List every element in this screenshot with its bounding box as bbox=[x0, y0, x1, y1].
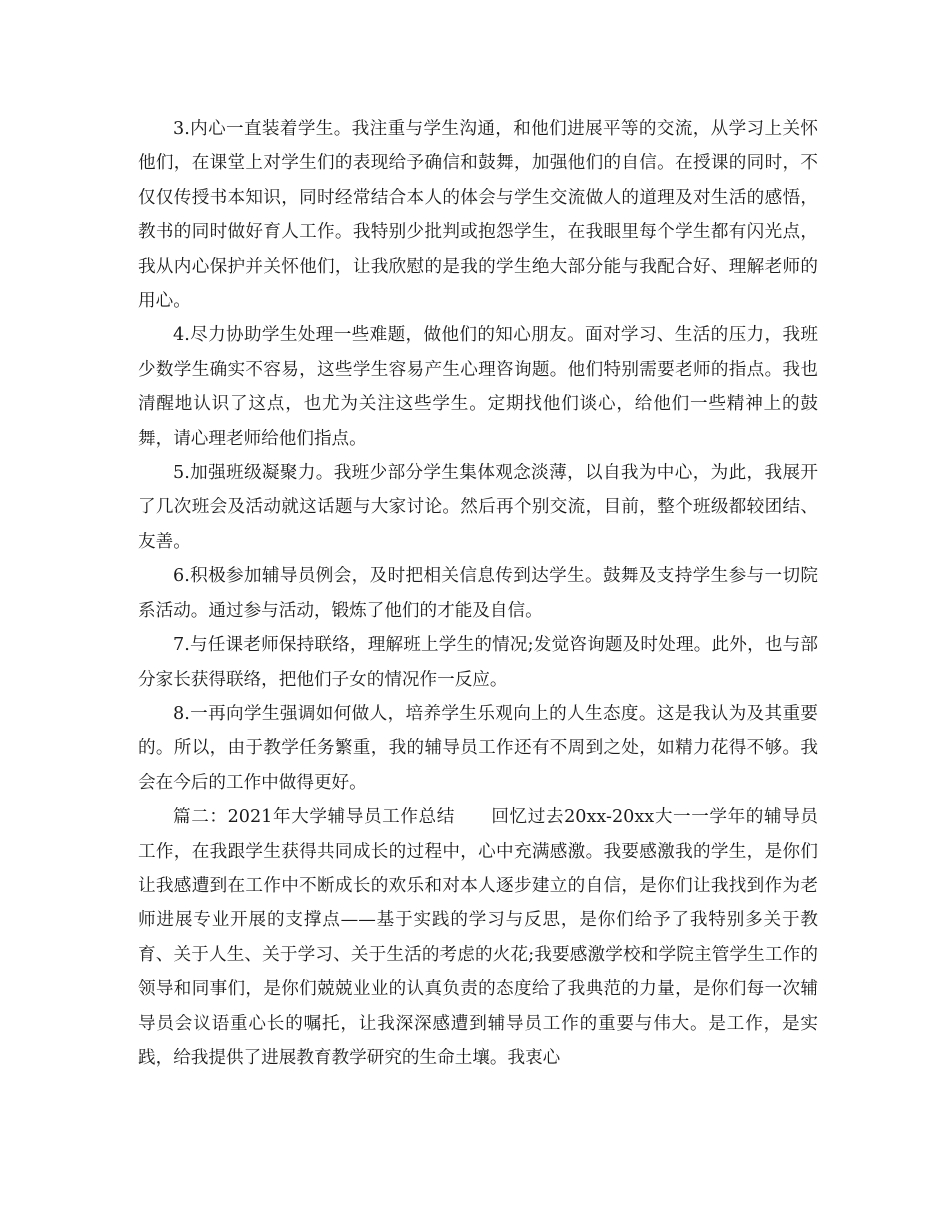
paragraph-item-6: 6.积极参加辅导员例会，及时把相关信息传到达学生。鼓舞及支持学生参与一切院系活动。通过参与活动，锻炼了他们的才能及自信。 bbox=[138, 566, 818, 621]
paragraph-item-5: 5.加强班级凝聚力。我班少部分学生集体观念淡薄，以自我为中心，为此，我展开了几次班会及活动就这话题与大家讨论。然后再个别交流，目前，整个班级都较团结、友善。 bbox=[138, 463, 818, 552]
paragraph-item-7: 7.与任课老师保持联络，理解班上学生的情况;发觉咨询题及时处理。此外，也与部分家长获得联络，把他们子女的情况作一反应。 bbox=[138, 635, 818, 690]
paragraph-part-two: 篇二：2021年大学辅导员工作总结 回忆过去20xx-20xx大一一学年的辅导员工作，在我跟学生获得共同成长的过程中，心中充满感激。我要感激我的学生，是你们让我感遭到在工作中不断成长的欢乐和对本人逐步建立的自信，是你们让我找到作为老师进展专业开展的支撑点——基于实践的学习与反思，是你们给予了我特别多关于教育、关于人生、关于学习、关于生活的考虑的火花;我要感激学校和学院主管学生工作的领导和同事们，是你们兢兢业业的认真负责的态度给了我典范的力量，是你们每一次辅导员会议语重心长的嘱托，让我深深感遭到辅导员工作的重要与伟大。是工作，是实践，给我提供了进展教育教学研究的生命土壤。我衷心 bbox=[138, 807, 818, 1068]
paragraph-item-8: 8.一再向学生强调如何做人，培养学生乐观向上的人生态度。这是我认为及其重要的。所以，由于教学任务繁重，我的辅导员工作还有不周到之处，如精力花得不够。我会在今后的工作中做得更好。 bbox=[138, 703, 818, 793]
paragraph-item-3: 3.内心一直装着学生。我注重与学生沟通，和他们进展平等的交流，从学习上关怀他们，在课堂上对学生们的表现给予确信和鼓舞，加强他们的自信。在授课的同时，不仅仅传授书本知识，同时经常结合本人的体会与学生交流做人的道理及对生活的感悟，教书的同时做好育人工作。我特别少批判或抱怨学生，在我眼里每个学生都有闪光点，我从内心保护并关怀他们，让我欣慰的是我的学生绝大部分能与我配合好、理解老师的用心。 bbox=[138, 119, 818, 312]
paragraph-item-4: 4.尽力协助学生处理一些难题，做他们的知心朋友。面对学习、生活的压力，我班少数学生确实不容易，这些学生容易产生心理咨询题。他们特别需要老师的指点。我也清醒地认识了这点，也尤为关注这些学生。定期找他们谈心，给他们一些精神上的鼓舞，请心理老师给他们指点。 bbox=[138, 325, 818, 449]
